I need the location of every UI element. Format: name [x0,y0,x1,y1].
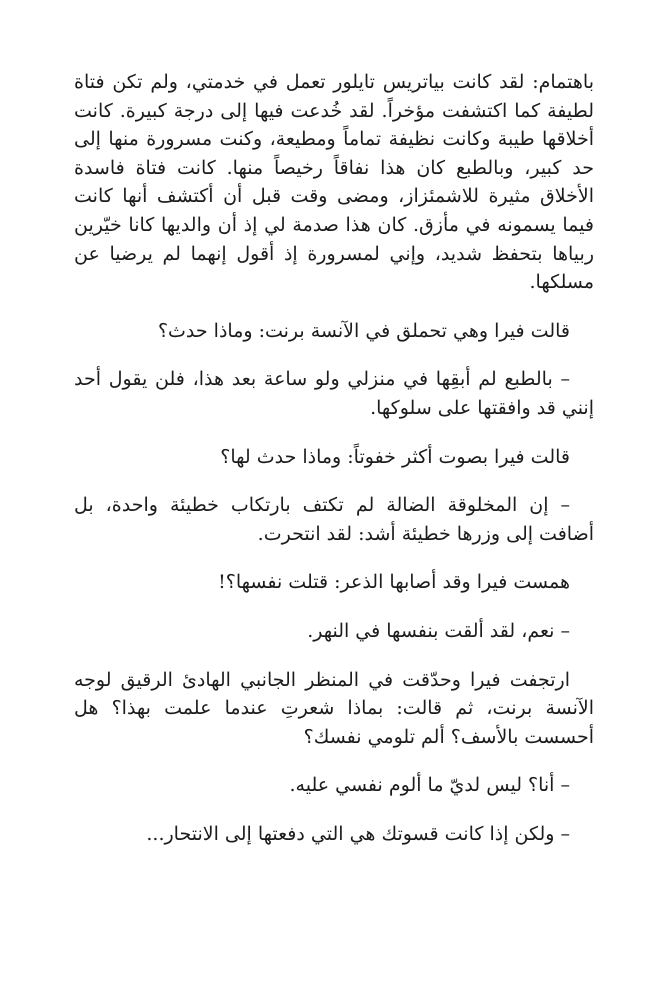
paragraph-brent-reply-2: – إن المخلوقة الضالة لم تكتف بارتكاب خطيئة واحدة، بل أضافت إلى وزرها خطيئة أشد: لقد انتحرت. [74,494,594,545]
paragraph-brent-reply-4: – أنا؟ ليس لديّ ما ألوم نفسي عليه. [289,774,570,797]
paragraph-vera-question-2: قالت فيرا بصوت أكثر خفوتاً: وماذا حدث لها؟ [220,445,570,468]
paragraph-narration-2: ارتجفت فيرا وحدّقت في المنظر الجانبي الهادئ الرقيق لوجه الآنسة برنت، ثم قالت: بماذا شعرتِ عندما علمت بهذا؟ هل أحسست بالأسف؟ ألم تلومي نفسك؟ [74,668,594,748]
paragraph-brent-reply-3: – نعم، لقد ألقت بنفسها في النهر. [307,619,570,642]
book-page [74,68,594,868]
paragraph-vera-whisper: همست فيرا وقد أصابها الذعر: قتلت نفسها؟! [218,571,570,594]
paragraph-brent-reply-1: – بالطبع لم أبقِها في منزلي ولو ساعة بعد هذا، فلن يقول أحد إنني قد وافقتها على سلوكها. [74,368,594,419]
paragraph-vera-question-3: – ولكن إذا كانت قسوتك هي التي دفعتها إلى الانتحار... [146,822,570,845]
paragraph-vera-question-1: قالت فيرا وهي تحملق في الآنسة برنت: وماذا حدث؟ [157,319,570,342]
paragraph-narration-1: باهتمام: لقد كانت بياتريس تايلور تعمل في خدمتي، ولم تكن فتاة لطيفة كما اكتشفت مؤخراً. لقد خُدعت فيها إلى درجة كبيرة. كانت أخلاقها طيبة وكانت نظيفة تماماً ومطيعة، وكنت مسرورة منها إلى حد كبير، وبالطبع كان هذا نفاقاً رخيصاً منها. كانت فتاة فاسدة الأخلاق مثيرة للاشمئزاز، ومضى وقت قبل أن أكتشف أنها كانت فيما يسمونه في مأزق. كان هذا صدمة لي إذ أن والديها كانا خيّرين ربياها بتحفظ شديد، وإني لمسرورة إذ أقول إنهما لم يرضيا عن مسلكها. [74,71,594,294]
